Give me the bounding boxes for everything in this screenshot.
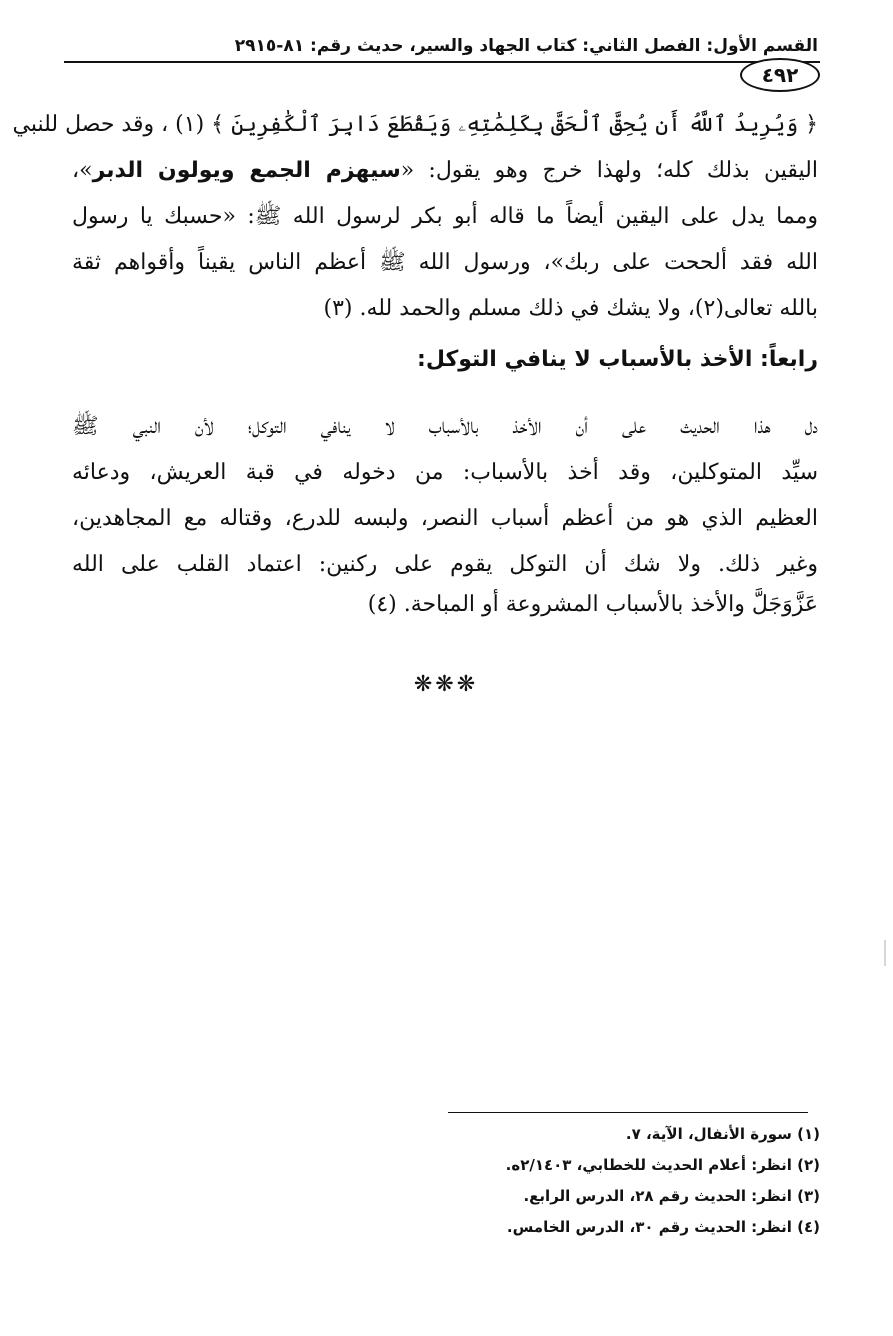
header-rule [64, 61, 820, 63]
footnote-rule [448, 1112, 808, 1113]
text-line: بالله تعالى(٢)، ولا يشك في ذلك مسلم والحمد لله. (٣) [323, 296, 818, 321]
text-line [72, 146, 818, 196]
footnote-item: (١) سورة الأنفال، الآية، ٧. [625, 1125, 820, 1143]
text-line: العظيم الذي هو من أعظم أسباب النصر، ولبسه للدرع، وقتاله مع المجاهدين، [72, 506, 818, 531]
text-line: ﴿ وَيُرِيدُ ٱللَّهُ أَن يُحِقَّ ٱلْحَقَّ بِكَلِمَٰتِهِۦ وَيَقْطَعَ دَابِرَ ٱلْكَٰفِرِينَ ﴾ (١) ، وقد حصل للنبي [12, 112, 818, 137]
scan-margin-mark [884, 940, 886, 966]
text-line: ومما يدل على اليقين أيضاً ما قاله أبو بكر لرسول الله ﷺ: «حسبك يا رسول [72, 204, 818, 229]
section-heading: رابعاً: الأخذ بالأسباب لا ينافي التوكل: [417, 347, 818, 372]
footnote-item: (٣) انظر: الحديث رقم ٢٨، الدرس الرابع. [523, 1187, 820, 1205]
text-line: عَزَّوَجَلَّ والأخذ بالأسباب المشروعة أو المباحة. (٤) [367, 592, 818, 617]
footnote-item: (٤) انظر: الحديث رقم ٣٠، الدرس الخامس. [506, 1218, 820, 1236]
text-segment: »، [72, 158, 93, 183]
text-segment: اليقين بذلك كله؛ ولهذا خرج وهو يقول: « [400, 158, 818, 183]
text-line: وغير ذلك. ولا شك أن التوكل يقوم على ركنين: اعتماد القلب على الله [72, 552, 818, 577]
quoted-saying: سيهزم الجمع ويولون الدبر [92, 158, 401, 183]
page-number-badge: ٤٩٢ [740, 58, 820, 92]
text-line: الله فقد ألححت على ربك»، ورسول الله ﷺ أعظم الناس يقيناً وأقواهم ثقة [72, 250, 818, 275]
text-line: سيِّد المتوكلين، وقد أخذ بالأسباب: من دخوله في قبة العريش، ودعائه [72, 460, 818, 485]
footnote-item: (٢) انظر: أعلام الحديث للخطابي، ٢/١٤٠٣ه. [505, 1156, 820, 1174]
section-separator-ornament: ❋❋❋ [413, 672, 479, 697]
running-header-title: القسم الأول: الفصل الثاني: كتاب الجهاد والسير، حديث رقم: ٨١-٢٩١٥ [234, 36, 818, 56]
text-line: دل هذا الحديث على أن الأخذ بالأسباب لا ينافي التوكل؛ لأن النبي ﷺ [72, 414, 818, 439]
